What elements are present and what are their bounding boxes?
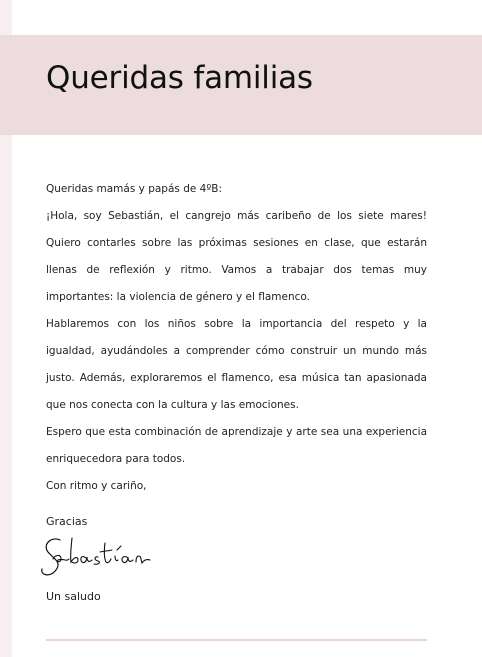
letter-paragraph-2: Hablaremos con los niños sobre la importancia del respeto y la igualdad, ayudándoles a comprender cómo construir un mundo más justo. Además, exploraremos el flamenco, esa música tan apasionada que nos conecta con la cultura y las emociones. [46,318,427,411]
letter-thanks: Gracias [46,515,88,528]
letter-greeting: Queridas mamás y papás de 4ºB: [46,183,223,195]
footer-divider [46,639,427,641]
letter-body [46,176,427,535]
letter-paragraph-3: Espero que esta combinación de aprendizaje y arte sea una experiencia enriquecedora para todos. [46,426,427,465]
letter-farewell: Un saludo [46,590,101,603]
letter-paragraph-1: ¡Hola, soy Sebastián, el cangrejo más caribeño de los siete mares! Quiero contarles sobre las próximas sesiones en clase, que estarán llenas de reflexión y ritmo. Vamos a trabajar dos temas muy importantes: la violencia de género y el flamenco. [46,210,427,303]
handwritten-signature [38,532,153,580]
page-title: Queridas familias [46,60,313,96]
letter-closing: Con ritmo y cariño, [46,480,147,492]
